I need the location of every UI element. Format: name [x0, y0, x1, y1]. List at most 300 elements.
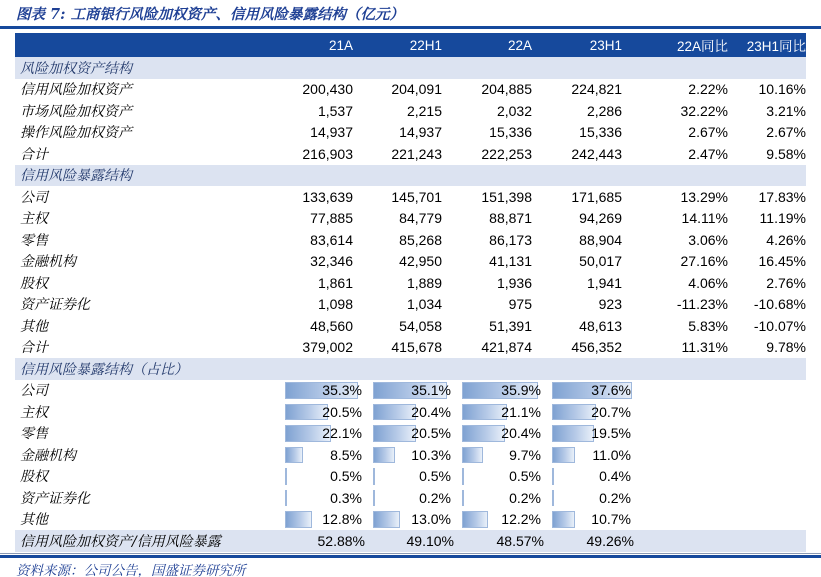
bar-value-text: 21.1%: [501, 403, 541, 420]
value-text: 14.11%: [681, 210, 728, 227]
value-text: 415,678: [391, 339, 442, 356]
bar-value-text: 20.7%: [591, 403, 631, 420]
bar-track: [462, 382, 542, 399]
row-label: 资产证券化: [20, 490, 90, 507]
cell-value: [728, 296, 806, 312]
cell-value: [265, 103, 353, 119]
cell-value: [265, 532, 365, 549]
value-text: 2.22%: [688, 81, 728, 98]
data-bar: [373, 404, 416, 421]
row-label: 主权: [20, 404, 48, 421]
cell-value: [532, 189, 622, 205]
cell-value: [265, 146, 353, 162]
bar-value-text: 12.2%: [501, 511, 541, 528]
value-text: 151,398: [481, 188, 532, 205]
cell-value: [353, 81, 442, 97]
bar-track: [552, 404, 632, 421]
section-label: 风险加权资产结构: [20, 60, 132, 77]
bar-row: [15, 401, 806, 423]
bar-cell: [442, 423, 541, 445]
data-bar: [552, 468, 554, 485]
cell-value: [353, 210, 442, 226]
value-text: 15,336: [489, 124, 532, 141]
cell-value: [532, 339, 622, 355]
value-text: 1,034: [406, 296, 442, 313]
value-text: 2,286: [586, 102, 622, 119]
data-bar: [462, 468, 464, 485]
cell-value: [532, 146, 622, 162]
figure-title-text: 工商银行风险加权资产、信用风险暴露结构（亿元）: [70, 6, 405, 23]
cell-value: [442, 296, 532, 312]
value-text: 379,002: [302, 339, 353, 356]
bar-track: [552, 511, 632, 528]
value-text: 221,243: [391, 145, 442, 162]
value-text: 85,268: [399, 231, 442, 248]
section-row: [15, 358, 806, 380]
cell-value: [728, 253, 806, 269]
bar-value-text: 0.5%: [330, 468, 362, 485]
row-label: 公司: [20, 383, 48, 400]
cell-value: [622, 210, 728, 226]
bar-track: [462, 447, 542, 464]
value-text: 10.16%: [758, 81, 806, 98]
bar-cell: [532, 466, 631, 488]
value-text: 456,352: [571, 339, 622, 356]
value-text: 51,391: [489, 317, 532, 334]
bar-value-text: 0.5%: [509, 468, 541, 485]
data-bar: [285, 511, 312, 528]
cell-value: [622, 275, 728, 291]
bar-row: [15, 509, 806, 531]
section-label: 信用风险暴露结构（占比）: [20, 361, 188, 378]
row-label: 市场风险加权资产: [20, 103, 132, 120]
value-text: 17.83%: [758, 188, 806, 205]
value-text: -10.07%: [753, 317, 806, 334]
value-text: 1,861: [317, 274, 353, 291]
bar-track: [462, 425, 542, 442]
row-label: 金融机构: [20, 254, 76, 271]
cell-value: [353, 339, 442, 355]
value-text: 923: [598, 296, 622, 313]
value-text: 2.76%: [766, 274, 806, 291]
section-row: [15, 57, 806, 79]
ratio-row: [15, 530, 806, 552]
data-row: [15, 337, 806, 359]
bar-cell: [265, 401, 362, 423]
data-row: [15, 294, 806, 316]
value-text: 86,173: [489, 231, 532, 248]
row-label: 合计: [20, 146, 48, 163]
cell-value: [353, 146, 442, 162]
value-text: 204,885: [481, 81, 532, 98]
bar-value-text: 19.5%: [591, 425, 631, 442]
cell-value: [622, 81, 728, 97]
value-text: -10.68%: [753, 296, 806, 313]
value-text: 84,779: [399, 210, 442, 227]
bar-cell: [265, 444, 362, 466]
cell-value: [622, 253, 728, 269]
value-text: 49.10%: [406, 532, 454, 549]
bar-value-text: 0.2%: [509, 489, 541, 506]
data-bar: [552, 404, 596, 421]
bar-row: [15, 487, 806, 509]
cell-value: [442, 210, 532, 226]
bar-track: [462, 468, 542, 485]
bar-value-text: 12.8%: [322, 511, 362, 528]
cell-value: [728, 339, 806, 355]
data-row: [15, 315, 806, 337]
bar-value-text: 0.2%: [419, 489, 451, 506]
row-label: 其他: [20, 318, 48, 335]
bar-cell: [265, 380, 362, 402]
value-text: 1,537: [317, 102, 353, 119]
bar-track: [552, 382, 632, 399]
row-label: 零售: [20, 232, 48, 249]
cell-value: [442, 275, 532, 291]
cell-value: [353, 124, 442, 140]
bar-value-text: 10.3%: [411, 446, 451, 463]
cell-value: [353, 189, 442, 205]
value-text: 5.83%: [688, 317, 728, 334]
value-text: 1,941: [586, 274, 622, 291]
cell-value: [353, 532, 454, 549]
bar-value-text: 10.7%: [591, 511, 631, 528]
bar-cell: [532, 380, 631, 402]
data-bar: [462, 404, 507, 421]
value-text: 11.19%: [759, 210, 806, 227]
cell-value: [265, 318, 353, 334]
cell-value: [265, 339, 353, 355]
data-bar: [285, 447, 303, 464]
cell-value: [728, 232, 806, 248]
value-text: 27.16%: [680, 253, 728, 270]
bar-track: [462, 404, 542, 421]
value-text: 2.67%: [766, 124, 806, 141]
cell-value: [353, 232, 442, 248]
cell-value: [728, 189, 806, 205]
value-text: 3.06%: [688, 231, 728, 248]
value-text: 2.47%: [688, 145, 728, 162]
cell-value: [532, 275, 622, 291]
value-text: 1,936: [496, 274, 532, 291]
data-bar: [285, 404, 328, 421]
value-text: 14,937: [399, 124, 442, 141]
cell-value: [728, 275, 806, 291]
data-bar: [552, 490, 554, 507]
bar-track: [552, 447, 632, 464]
cell-value: [622, 296, 728, 312]
data-row: [15, 251, 806, 273]
row-label: 股权: [20, 469, 48, 486]
bar-value-text: 37.6%: [591, 382, 631, 399]
bar-cell: [265, 466, 362, 488]
data-bar: [373, 511, 400, 528]
value-text: 216,903: [302, 145, 353, 162]
bar-row: [15, 444, 806, 466]
figure-number: 图表 7:: [16, 6, 66, 23]
value-text: 14,937: [310, 124, 353, 141]
row-label: 资产证券化: [20, 297, 90, 314]
data-bar: [285, 490, 287, 507]
cell-value: [622, 124, 728, 140]
value-text: 9.58%: [766, 145, 806, 162]
cell-value: [353, 275, 442, 291]
cell-value: [353, 253, 442, 269]
value-text: 421,874: [481, 339, 532, 356]
bar-track: [373, 511, 452, 528]
bar-track: [373, 382, 452, 399]
bar-track: [373, 404, 452, 421]
bar-track: [373, 468, 452, 485]
value-text: 224,821: [571, 81, 622, 98]
bar-value-text: 20.4%: [501, 425, 541, 442]
value-text: 2,032: [496, 102, 532, 119]
row-label: 股权: [20, 275, 48, 292]
cell-value: [265, 81, 353, 97]
value-text: 48,613: [579, 317, 622, 334]
bar-cell: [353, 487, 451, 509]
cell-value: [728, 124, 806, 140]
cell-value: [532, 124, 622, 140]
bar-track: [462, 511, 542, 528]
data-row: [15, 79, 806, 101]
bar-cell: [532, 444, 631, 466]
data-row: [15, 122, 806, 144]
cell-value: [532, 232, 622, 248]
row-label: 金融机构: [20, 447, 76, 464]
data-bar: [373, 490, 375, 507]
value-text: 171,685: [571, 188, 622, 205]
bar-track: [285, 468, 363, 485]
value-text: 1,889: [406, 274, 442, 291]
cell-value: [265, 296, 353, 312]
value-text: 77,885: [310, 210, 353, 227]
bar-value-text: 0.5%: [419, 468, 451, 485]
value-text: 41,131: [489, 253, 532, 270]
bar-value-text: 20.5%: [411, 425, 451, 442]
cell-value: [265, 253, 353, 269]
cell-value: [728, 81, 806, 97]
table-header-row: [15, 33, 806, 57]
value-text: 83,614: [310, 231, 353, 248]
cell-value: [622, 146, 728, 162]
bar-track: [373, 490, 452, 507]
bar-track: [552, 490, 632, 507]
section-label: 信用风险暴露结构: [20, 168, 132, 185]
row-label: 主权: [20, 211, 48, 228]
bar-value-text: 11.0%: [592, 446, 631, 463]
bar-cell: [353, 380, 451, 402]
value-text: 4.26%: [766, 231, 806, 248]
bar-cell: [353, 423, 451, 445]
value-text: 11.31%: [681, 339, 728, 356]
bar-row: [15, 423, 806, 445]
data-row: [15, 272, 806, 294]
value-text: 32.22%: [680, 102, 728, 119]
bar-cell: [532, 401, 631, 423]
row-label: 信用风险加权资产/信用风险暴露: [20, 533, 221, 550]
value-text: 15,336: [579, 124, 622, 141]
value-text: 94,269: [579, 210, 622, 227]
bar-value-text: 8.5%: [330, 446, 362, 463]
value-text: 49.26%: [586, 532, 634, 549]
data-bar: [552, 447, 575, 464]
section-row: [15, 165, 806, 187]
value-text: 145,701: [391, 188, 442, 205]
value-text: 1,098: [317, 296, 353, 313]
cell-value: [442, 532, 544, 549]
row-label: 合计: [20, 340, 48, 357]
cell-value: [353, 103, 442, 119]
bar-cell: [265, 487, 362, 509]
cell-value: [265, 232, 353, 248]
value-text: 242,443: [571, 145, 622, 162]
bar-track: [285, 511, 363, 528]
cell-value: [532, 318, 622, 334]
cell-value: [265, 189, 353, 205]
value-text: 4.06%: [688, 274, 728, 291]
bar-track: [285, 447, 363, 464]
value-text: 48,560: [310, 317, 353, 334]
table-bottom-thick-rule: [0, 555, 821, 558]
data-bar: [462, 511, 488, 528]
value-text: 200,430: [302, 81, 353, 98]
cell-value: [532, 253, 622, 269]
bar-value-text: 13.0%: [411, 511, 451, 528]
bar-value-text: 20.4%: [411, 403, 451, 420]
bar-value-text: 0.3%: [330, 489, 362, 506]
cell-value: [532, 532, 634, 549]
column-header-23h1: 23H1: [589, 37, 622, 53]
data-bar: [285, 468, 287, 485]
value-text: 2.67%: [688, 124, 728, 141]
table-bottom-thin-rule: [0, 553, 821, 554]
bar-track: [285, 490, 363, 507]
cell-value: [265, 275, 353, 291]
cell-value: [728, 146, 806, 162]
cell-value: [442, 103, 532, 119]
bar-row: [15, 380, 806, 402]
row-label: 其他: [20, 512, 48, 529]
data-row: [15, 208, 806, 230]
value-text: 204,091: [391, 81, 442, 98]
bar-track: [373, 425, 452, 442]
bar-cell: [442, 487, 541, 509]
column-header-22a: 22A: [507, 37, 532, 53]
data-bar: [373, 447, 395, 464]
value-text: 52.88%: [317, 532, 365, 549]
row-label: 零售: [20, 426, 48, 443]
value-text: 32,346: [310, 253, 353, 270]
data-bar: [552, 511, 575, 528]
bar-cell: [265, 509, 362, 531]
bar-cell: [532, 509, 631, 531]
cell-value: [622, 189, 728, 205]
bar-cell: [353, 509, 451, 531]
source-note: 资料来源：公司公告，国盛证券研究所: [16, 563, 246, 577]
cell-value: [265, 210, 353, 226]
cell-value: [353, 318, 442, 334]
bar-cell: [353, 444, 451, 466]
bar-cell: [442, 444, 541, 466]
cell-value: [728, 103, 806, 119]
value-text: -11.23%: [676, 296, 728, 313]
cell-value: [442, 339, 532, 355]
column-header-23h1-yoy: 23H1同比: [746, 39, 806, 54]
row-label: 操作风险加权资产: [20, 125, 132, 142]
value-text: 88,904: [579, 231, 622, 248]
cell-value: [728, 318, 806, 334]
value-text: 2,215: [406, 102, 442, 119]
cell-value: [728, 210, 806, 226]
bar-track: [285, 425, 363, 442]
value-text: 48.57%: [496, 532, 544, 549]
cell-value: [442, 318, 532, 334]
cell-value: [532, 210, 622, 226]
data-row: [15, 229, 806, 251]
value-text: 9.78%: [766, 339, 806, 356]
bar-track: [373, 447, 452, 464]
figure-title: [16, 3, 404, 24]
title-divider-rule: [0, 26, 821, 29]
cell-value: [353, 296, 442, 312]
value-text: 133,639: [302, 188, 353, 205]
cell-value: [265, 124, 353, 140]
value-text: 13.29%: [680, 188, 728, 205]
column-header-22h1: 22H1: [409, 37, 442, 53]
cell-value: [622, 232, 728, 248]
cell-value: [622, 339, 728, 355]
value-text: 54,058: [399, 317, 442, 334]
bar-value-text: 35.9%: [501, 382, 541, 399]
bar-value-text: 22.1%: [322, 425, 362, 442]
bar-cell: [265, 423, 362, 445]
data-row: [15, 100, 806, 122]
data-bar: [462, 490, 464, 507]
bar-cell: [353, 401, 451, 423]
cell-value: [442, 189, 532, 205]
cell-value: [442, 146, 532, 162]
bar-track: [285, 382, 363, 399]
value-text: 88,871: [489, 210, 532, 227]
data-bar: [462, 425, 505, 442]
cell-value: [622, 103, 728, 119]
bar-cell: [353, 466, 451, 488]
value-text: 3.21%: [766, 102, 806, 119]
bar-track: [462, 490, 542, 507]
value-text: 50,017: [579, 253, 622, 270]
bar-cell: [442, 466, 541, 488]
bar-track: [552, 468, 632, 485]
cell-value: [532, 103, 622, 119]
cell-value: [442, 124, 532, 140]
cell-value: [622, 318, 728, 334]
bar-value-text: 9.7%: [509, 446, 541, 463]
bar-track: [552, 425, 632, 442]
bar-cell: [532, 423, 631, 445]
value-text: 16.45%: [758, 253, 806, 270]
table-body: [15, 57, 806, 552]
cell-value: [442, 81, 532, 97]
figure-table: [15, 33, 806, 552]
bar-cell: [442, 380, 541, 402]
row-label: 信用风险加权资产: [20, 82, 132, 99]
cell-value: [532, 81, 622, 97]
bar-row: [15, 466, 806, 488]
bar-cell: [442, 401, 541, 423]
column-header-22a-yoy: 22A同比: [676, 39, 728, 54]
bar-track: [285, 404, 363, 421]
